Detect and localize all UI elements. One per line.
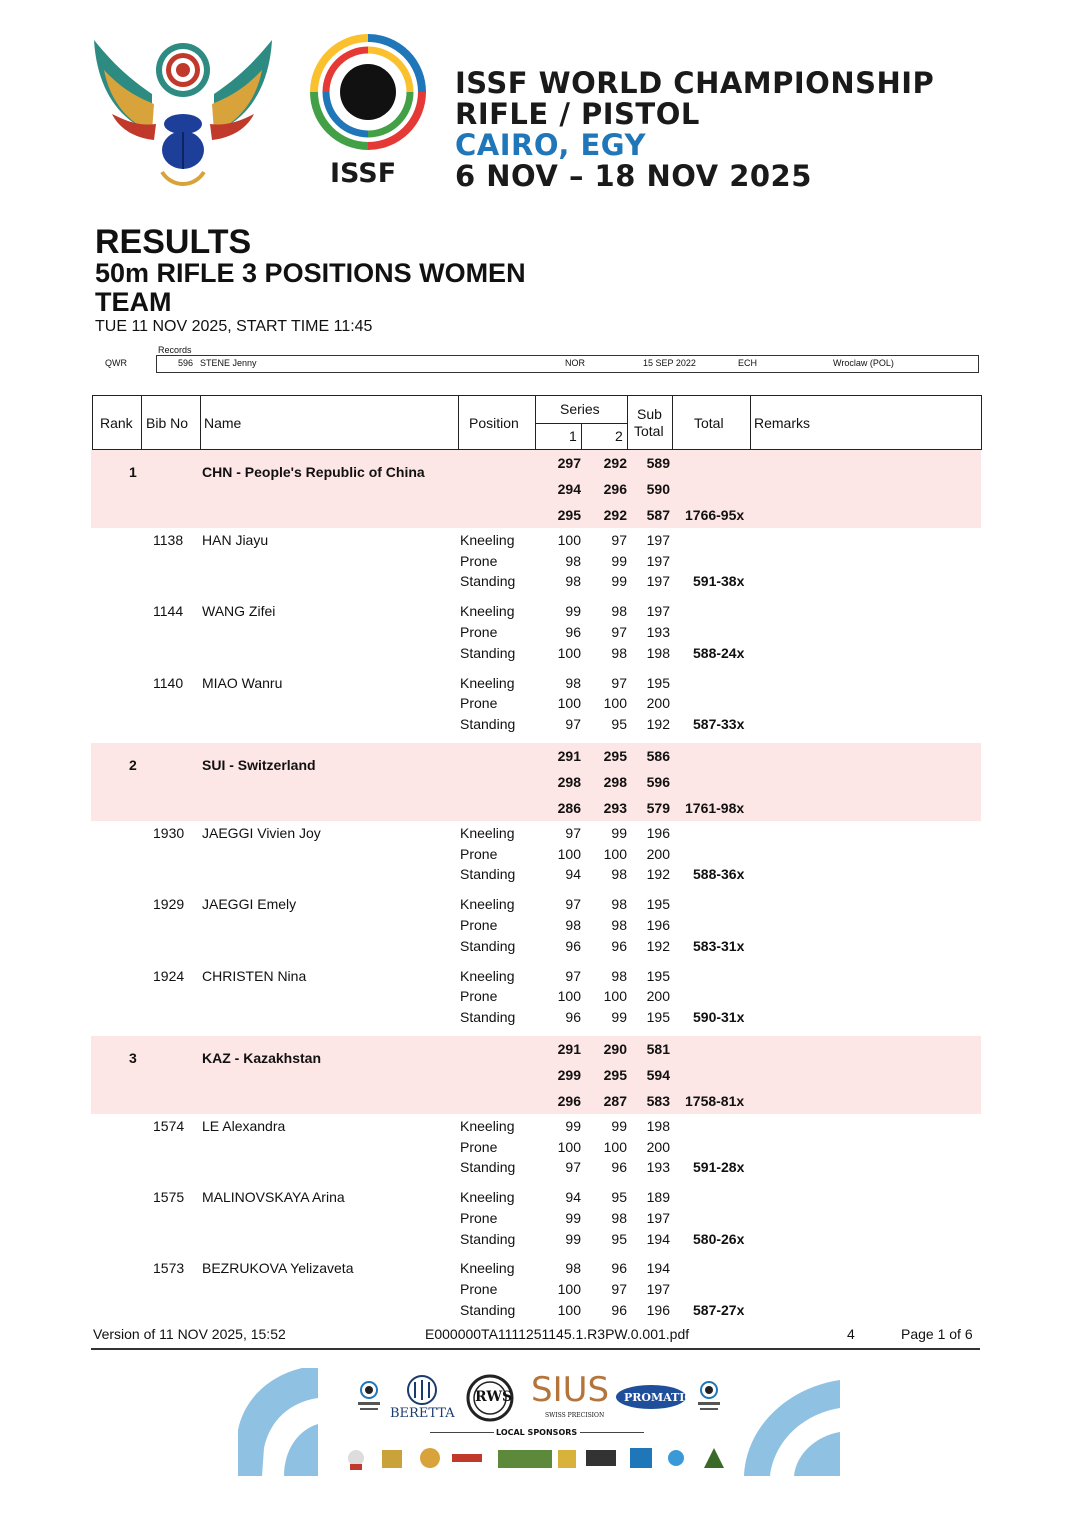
team-name: SUI - Switzerland — [202, 756, 316, 773]
position-label: Kneeling — [460, 1189, 515, 1206]
sub-total-score: 596 — [646, 773, 670, 790]
position-label: Kneeling — [460, 824, 515, 841]
series-2-score: 99 — [611, 1117, 627, 1134]
series-2-score: 96 — [611, 937, 627, 954]
series-2-score: 95 — [611, 1230, 627, 1247]
team-row — [91, 450, 981, 528]
sub-total-score: 189 — [646, 1189, 670, 1206]
series-1-score: 295 — [557, 507, 581, 523]
sub-total-score: 194 — [646, 1260, 670, 1277]
sius-tagline: SWISS PRECISION — [545, 1412, 605, 1419]
position-label: Prone — [460, 988, 498, 1005]
series-1-score: 99 — [565, 1230, 581, 1247]
series-2-score: 98 — [611, 866, 627, 883]
series-2-score: 97 — [611, 532, 627, 548]
sub-total-score: 197 — [646, 532, 670, 548]
athlete-bib: 1140 — [153, 674, 184, 691]
sub-total-score: 197 — [646, 1209, 670, 1226]
athlete-bib: 1924 — [153, 967, 185, 984]
series-1-score: 291 — [557, 1040, 581, 1057]
sub-total-score: 196 — [646, 824, 670, 841]
version-info: Version of 11 NOV 2025, 15:52 — [93, 1326, 286, 1342]
beretta-text: BERETTA — [390, 1406, 455, 1421]
series-1-score: 97 — [565, 824, 581, 841]
platinum-sponsor-badge-right — [696, 1380, 722, 1414]
event-name: 50m RIFLE 3 POSITIONS WOMEN — [95, 258, 526, 288]
athlete-name: WANG Zifei — [202, 603, 276, 620]
athlete-bib: 1574 — [153, 1117, 185, 1134]
team-name: KAZ - Kazakhstan — [202, 1049, 322, 1066]
sub-total-score: 197 — [646, 573, 670, 590]
series-1-score: 100 — [557, 1138, 581, 1155]
athlete-total: 583-31x — [693, 937, 745, 954]
position-label: Kneeling — [460, 532, 515, 548]
position-label: Kneeling — [460, 674, 515, 691]
event-type: TEAM — [95, 287, 172, 317]
sub-total-score: 195 — [646, 1008, 670, 1025]
series-2-score: 97 — [611, 674, 627, 691]
position-label: Standing — [460, 866, 516, 883]
series-2-score: 295 — [603, 1066, 627, 1083]
series-2-score: 96 — [611, 1260, 627, 1277]
series-1-score: 100 — [557, 1281, 581, 1298]
position-label: Prone — [460, 1138, 498, 1155]
file-name: E000000TA1111251145.1.R3PW.0.001.pdf — [425, 1326, 690, 1342]
sub-total-score: 197 — [646, 552, 670, 569]
team-rank: 1 — [129, 464, 137, 480]
series-1-score: 98 — [565, 1260, 581, 1277]
position-label: Prone — [460, 1281, 498, 1298]
series-2-score: 99 — [611, 1008, 627, 1025]
series-2-score: 293 — [603, 799, 627, 816]
record-holder: STENE Jenny — [200, 358, 257, 368]
series-2-score: 99 — [611, 573, 627, 590]
series-2-score: 98 — [611, 1209, 627, 1226]
sub-total-score: 200 — [646, 845, 670, 862]
athlete-bib: 1929 — [153, 896, 185, 913]
athlete-bib: 1573 — [153, 1260, 185, 1277]
position-label: Kneeling — [460, 603, 515, 620]
athlete-total: 591-28x — [693, 1159, 745, 1176]
sub-total-score: 198 — [646, 644, 670, 661]
sub-total-score: 198 — [646, 1117, 670, 1134]
series-2-score: 295 — [603, 747, 627, 764]
series-1-score: 100 — [557, 988, 581, 1005]
position-label: Standing — [460, 1301, 516, 1318]
sub-total-score: 581 — [646, 1040, 670, 1057]
col-series: Series — [560, 401, 600, 417]
col-total: Total — [694, 415, 724, 431]
athlete-name: HAN Jiayu — [202, 532, 269, 548]
team-rank: 3 — [129, 1049, 137, 1066]
position-label: Prone — [460, 695, 498, 712]
record-championship: ECH — [738, 358, 758, 368]
series-2-score: 97 — [611, 624, 627, 640]
venue: CAIRO, EGY — [455, 128, 646, 162]
page-number: Page 1 of 6 — [901, 1326, 973, 1342]
promatic-text: PROMATIC — [624, 1391, 694, 1404]
athlete-total: 587-27x — [693, 1301, 745, 1318]
series-1-score: 98 — [565, 573, 581, 590]
team-total: 1766-95x — [685, 507, 745, 523]
sub-total-score: 583 — [646, 1092, 670, 1109]
series-1-score: 299 — [557, 1066, 581, 1083]
athlete-total: 591-38x — [693, 573, 745, 590]
series-1-score: 96 — [565, 624, 581, 640]
championship-title — [455, 68, 934, 192]
series-2-score: 96 — [611, 1159, 627, 1176]
col-series-1: 1 — [569, 428, 577, 444]
athlete-bib: 1138 — [153, 532, 184, 548]
series-1-score: 100 — [557, 644, 581, 661]
athlete-total: 588-36x — [693, 866, 745, 883]
series-1-score: 99 — [565, 1117, 581, 1134]
position-label: Prone — [460, 552, 498, 569]
position-label: Kneeling — [460, 1260, 515, 1277]
record-place: Wroclaw (POL) — [833, 358, 894, 368]
series-2-score: 287 — [603, 1092, 627, 1109]
page-code: 4 — [847, 1326, 855, 1342]
records-box — [156, 355, 979, 373]
series-1-score: 98 — [565, 552, 581, 569]
series-1-score: 96 — [565, 1008, 581, 1025]
series-2-score: 100 — [603, 1138, 627, 1155]
series-2-score: 98 — [611, 644, 627, 661]
series-2-score: 96 — [611, 1301, 627, 1318]
position-label: Prone — [460, 624, 498, 640]
series-1-score: 98 — [565, 674, 581, 691]
records-label: Records — [158, 345, 192, 355]
series-1-score: 99 — [565, 1209, 581, 1226]
record-score: 596 — [178, 358, 194, 368]
position-label: Standing — [460, 1230, 516, 1247]
sub-total-score: 192 — [646, 716, 670, 732]
sius-text: SIUS — [531, 1370, 610, 1410]
series-1-score: 97 — [565, 716, 581, 732]
series-1-score: 96 — [565, 937, 581, 954]
sub-total-score: 200 — [646, 988, 670, 1005]
series-2-score: 100 — [603, 988, 627, 1005]
series-2-score: 98 — [611, 896, 627, 913]
record-date: 15 SEP 2022 — [643, 358, 696, 368]
athlete-total: 580-26x — [693, 1230, 745, 1247]
sub-total-score: 197 — [646, 603, 670, 620]
sub-total-score: 196 — [646, 916, 670, 933]
sub-total-score: 195 — [646, 967, 670, 984]
position-label: Kneeling — [460, 1117, 515, 1134]
athlete-total: 590-31x — [693, 1008, 745, 1025]
athlete-bib: 1575 — [153, 1189, 185, 1206]
position-label: Kneeling — [460, 967, 515, 984]
athlete-name: BEZRUKOVA Yelizaveta — [202, 1260, 354, 1277]
series-2-score: 296 — [603, 481, 627, 497]
col-bib: Bib No — [146, 415, 189, 431]
series-1-score: 298 — [557, 773, 581, 790]
sub-total-score: 195 — [646, 674, 670, 691]
athlete-name: JAEGGI Emely — [202, 896, 297, 913]
record-type: QWR — [105, 358, 127, 368]
local-sponsor-logos — [346, 1444, 726, 1474]
athlete-total: 588-24x — [693, 644, 745, 661]
platinum-sponsor-badge-left — [356, 1380, 382, 1414]
sub-total-score: 589 — [646, 455, 670, 471]
position-label: Prone — [460, 1209, 498, 1226]
championship-emblem — [92, 32, 274, 188]
position-label: Standing — [460, 937, 516, 954]
series-2-score: 290 — [603, 1040, 627, 1057]
series-2-score: 298 — [603, 773, 627, 790]
sub-total-score: 197 — [646, 1281, 670, 1298]
series-1-score: 94 — [565, 1189, 581, 1206]
series-1-score: 286 — [557, 799, 581, 816]
series-2-score: 100 — [603, 845, 627, 862]
position-label: Standing — [460, 716, 516, 732]
col-position: Position — [469, 415, 519, 431]
rws-text: RWS — [475, 1389, 513, 1405]
sub-total-score: 192 — [646, 866, 670, 883]
series-1-score: 297 — [557, 455, 581, 471]
beretta-logo — [402, 1374, 442, 1406]
team-rank: 2 — [129, 756, 137, 773]
sub-total-score: 193 — [646, 1159, 670, 1176]
series-1-score: 100 — [557, 845, 581, 862]
athlete-name: JAEGGI Vivien Joy — [202, 824, 321, 841]
series-2-score: 98 — [611, 967, 627, 984]
athlete-bib: 1144 — [153, 603, 184, 620]
position-label: Prone — [460, 916, 498, 933]
series-2-score: 292 — [603, 507, 627, 523]
issf-wordmark: ISSF — [330, 158, 397, 189]
issf-logo-rings — [306, 30, 430, 154]
athlete-name: CHRISTEN Nina — [202, 967, 307, 984]
series-1-score: 100 — [557, 1301, 581, 1318]
start-time: TUE 11 NOV 2025, START TIME 11:45 — [95, 318, 373, 335]
table-header — [92, 395, 982, 450]
record-nation: NOR — [565, 358, 585, 368]
athlete-total: 587-33x — [693, 716, 745, 732]
local-sponsors-label: LOCAL SPONSORS — [496, 1428, 578, 1437]
series-1-score: 294 — [557, 481, 581, 497]
col-series-2: 2 — [615, 428, 623, 444]
series-2-score: 100 — [603, 695, 627, 712]
col-sub-total: Total — [634, 423, 664, 439]
team-name: CHN - People's Republic of China — [202, 464, 425, 480]
position-label: Kneeling — [460, 896, 515, 913]
dates: 6 NOV – 18 NOV 2025 — [455, 159, 812, 193]
series-2-score: 95 — [611, 716, 627, 732]
series-1-score: 100 — [557, 695, 581, 712]
series-2-score: 98 — [611, 916, 627, 933]
sub-total-score: 579 — [646, 799, 670, 816]
series-1-score: 296 — [557, 1092, 581, 1109]
position-label: Standing — [460, 1159, 516, 1176]
sub-total-score: 590 — [646, 481, 670, 497]
series-1-score: 97 — [565, 1159, 581, 1176]
sub-total-score: 587 — [646, 507, 670, 523]
team-total: 1758-81x — [685, 1092, 745, 1109]
sub-total-score: 200 — [646, 695, 670, 712]
team-row — [91, 1036, 981, 1114]
discipline: RIFLE / PISTOL — [455, 97, 700, 131]
championship-name: ISSF WORLD CHAMPIONSHIP — [455, 66, 935, 100]
sub-total-score: 195 — [646, 896, 670, 913]
series-1-score: 100 — [557, 532, 581, 548]
sub-total-score: 193 — [646, 624, 670, 640]
position-label: Standing — [460, 644, 516, 661]
series-1-score: 99 — [565, 603, 581, 620]
series-2-score: 99 — [611, 824, 627, 841]
sub-total-score: 586 — [646, 747, 670, 764]
athlete-name: MALINOVSKAYA Arina — [202, 1189, 345, 1206]
series-2-score: 98 — [611, 603, 627, 620]
team-total: 1761-98x — [685, 799, 745, 816]
position-label: Standing — [460, 1008, 516, 1025]
sub-total-score: 192 — [646, 937, 670, 954]
position-label: Prone — [460, 845, 498, 862]
team-row — [91, 743, 981, 821]
col-sub: Sub — [637, 406, 662, 422]
position-label: Standing — [460, 573, 516, 590]
col-remarks: Remarks — [754, 415, 811, 431]
athlete-name: LE Alexandra — [202, 1117, 286, 1134]
col-name: Name — [204, 415, 242, 431]
athlete-name: MIAO Wanru — [202, 674, 283, 691]
sponsor-arc-left — [238, 1368, 318, 1476]
series-1-score: 97 — [565, 896, 581, 913]
athlete-bib: 1930 — [153, 824, 185, 841]
series-2-score: 99 — [611, 552, 627, 569]
series-2-score: 97 — [611, 1281, 627, 1298]
series-1-score: 291 — [557, 747, 581, 764]
sub-total-score: 196 — [646, 1301, 670, 1318]
col-rank: Rank — [100, 415, 133, 431]
sub-total-score: 200 — [646, 1138, 670, 1155]
footer-divider — [91, 1348, 980, 1350]
series-2-score: 95 — [611, 1189, 627, 1206]
series-1-score: 94 — [565, 866, 581, 883]
sponsor-arc-right — [744, 1380, 840, 1476]
results-heading: RESULTS — [95, 223, 252, 261]
series-2-score: 292 — [603, 455, 627, 471]
series-1-score: 98 — [565, 916, 581, 933]
series-1-score: 97 — [565, 967, 581, 984]
sub-total-score: 594 — [646, 1066, 670, 1083]
sub-total-score: 194 — [646, 1230, 670, 1247]
